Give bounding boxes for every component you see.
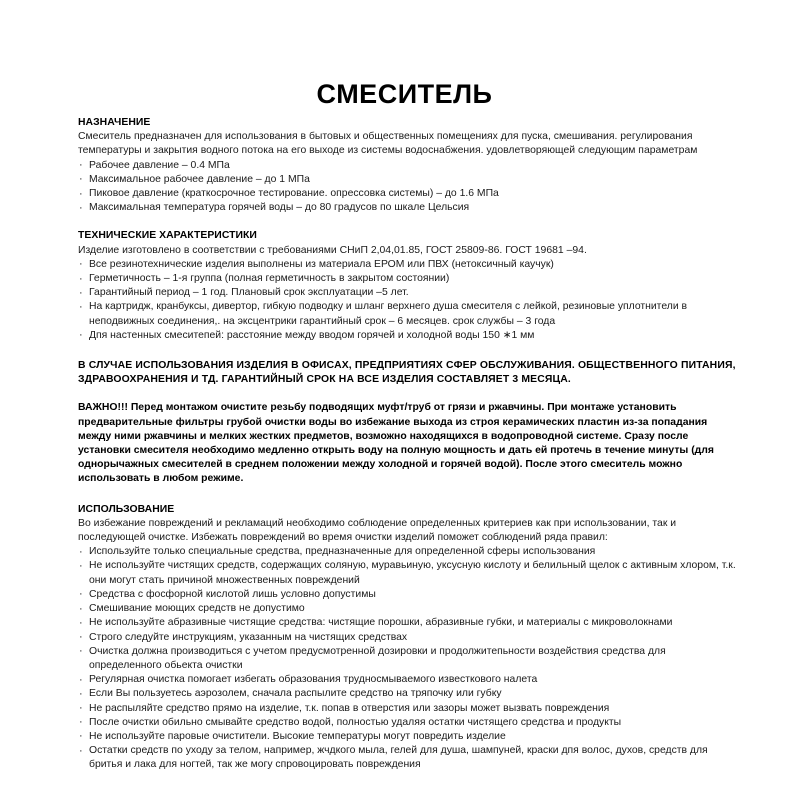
purpose-bullet-list (78, 159, 738, 216)
section-purpose (78, 116, 738, 215)
section-heading-purpose: НАЗНАЧЕНИЕ (78, 117, 151, 128)
list-item: · На картридж, кранбуксы, дивертор, гибкую подводку и шланг верхнего душа смесителя с лейкой, резиновые уплотнители в неподвижных соединения,. на эксцентрики гарантийный срок – 6 месяцев. срок службы – 3 года (78, 300, 738, 328)
list-item: · Остатки средств по уходу за телом, например, жчдкого мыла, гелей для душа, шампуней, краски дпя волос, духов, средств для бритья и лака для ногтей, так же могу спровоцировать повреждения (78, 744, 738, 772)
list-item: · Очистка должна производиться с учетом предусмотренной дозировки и продолжитепьности воздействия средства для определенного обьекта очистки (78, 645, 738, 673)
list-item: · Рабочее давление – 0.4 МПа (78, 159, 738, 173)
list-item: · Регулярная очистка помогает избегать образования трудносмываемого известкового налета (78, 673, 738, 687)
commercial-use-notice: В СЛУЧАЕ ИСПОЛЬЗОВАНИЯ ИЗДЕЛИЯ В ОФИСАХ, ПРЕДПРИЯТИЯХ СФЕР ОБСЛУЖИВАНИЯ. ОБЩЕСТВЕННОГО ПИТАНИЯ, ЗДРАВООХРАНЕНИЯ И ТД. ГАРАНТИЙНЫЙ СРОК НА ВСЕ ИЗДЕЛИЯ СОСТАВЛЯЕТ 3 МЕСЯЦА. (78, 360, 736, 386)
section-commercial-notice (78, 359, 738, 387)
section-usage (78, 503, 738, 773)
specs-intro-paragraph: Изделие изготовлено в соответствии с требованиями СНиП 2,04,01.85, ГОСТ 25809-86. ГОСТ 19681 –94. (78, 244, 587, 256)
list-item: · Все резинотехнические изделия выполнены из материала ЕРОМ или ПВХ (нетоксичный каучук) (78, 258, 738, 272)
spacer (78, 343, 738, 359)
list-item: · Смешивание моющих средств не допустимо (78, 602, 738, 616)
usage-bullet-list (78, 545, 738, 772)
list-item: · Максимальное рабочее давление – до 1 МПа (78, 173, 738, 187)
purpose-intro-paragraph: Смеситель предназначен для использования в бытовых и общественных помещениях для пуска, смешивания. регулирования температуры и закрытия водного потока на его выходе из системы водоснабжения. удовлетворяющей следующим параметрам (78, 131, 698, 157)
list-item: · Не используйте паровые очистители. Высокие температуры могут повредить изделие (78, 730, 738, 744)
spacer (78, 387, 738, 401)
specs-bullet-list (78, 258, 738, 343)
section-important-notice (78, 401, 738, 486)
list-item: · Герметичность – 1-я группа (полная герметичность в закрытом состоянии) (78, 272, 738, 286)
list-item: · Максимальная температура горячей воды – до 80 градусов по шкале Цельсия (78, 201, 738, 215)
important-notice-paragraph: ВАЖНО!!! Перед монтажом очистите резьбу подводящих муфт/труб от грязи и ржавчины. При монтаже установить предварительные фильтры грубой очистки воды во избежание выхода из строя керамических пластин из-за попадания между ними ржавчины и мелких жестких предметов, возможно находящихся в водопроводной системе. Сразу после установки смесителя необходимо медленно открыть воду на полную мощность и дать ей протечь в течение минуты (для однорычажных смесителей в среднем положении между холодной и горячей водой). После этого смеситель можно использовать в любом режиме. (78, 402, 714, 485)
section-heading-usage: ИСПОЛЬЗОВАНИЕ (78, 503, 175, 515)
list-item: · Средства с фосфорной кислотой лишь условно допустимы (78, 588, 738, 602)
list-item: · Используйте только специальные средства, предназначенные для определенной сферы использования (78, 545, 738, 559)
list-item: · Если Вы пользуетесь аэрозолем, сначала распылите средство на тряпочку или губку (78, 687, 738, 701)
list-item: · Пиковое давление (краткосрочное тестирование. опрессовка системы) – до 1.6 МПа (78, 187, 738, 201)
document-body (78, 116, 738, 773)
list-item: · Гарантийный период – 1 год. Плановый срок эксплуатации –5 лет. (78, 286, 738, 300)
list-item: · Строго следуйте инструкциям, указанным на чистящих средствах (78, 631, 738, 645)
usage-intro-paragraph: Во избежание повреждений и рекламаций необходимо соблюдение определенных критериев как при использовании, так и последующей очистке. Избежать повреждений во время очистки изделий поможет соблюдений ряда правил: (78, 517, 677, 544)
list-item: · После очистки обильно смывайте средство водой, полностью удаляя остатки чистящего средства и продукты (78, 716, 738, 730)
spacer (78, 215, 738, 229)
list-item: · Не распыляйте средство прямо на изделие, т.к. попав в отверстия или зазоры может вызвать повреждения (78, 702, 738, 716)
spacer (78, 487, 738, 503)
page-title: СМЕСИТЕЛЬ (316, 79, 493, 110)
list-item: · Дпя настенных смеситепей: расстояние между вводом горячей и холодной воды 150 ∗1 мм (78, 329, 738, 343)
list-item: · Не используйте абразивные чистящие средства: чистящие порошки, абразивные губки, и материалы с микроволокнами (78, 616, 738, 630)
section-specifications (78, 229, 738, 343)
section-heading-specifications: ТЕХНИЧЕСКИЕ ХАРАКТЕРИСТИКИ (78, 230, 257, 242)
list-item: · Не используйте чистящих средств, содержащих соляную, муравьиную, уксусную кислоту и белильный щелок с активным хлором, т.к. они могут стать причиной множественных повреждений (78, 559, 738, 587)
